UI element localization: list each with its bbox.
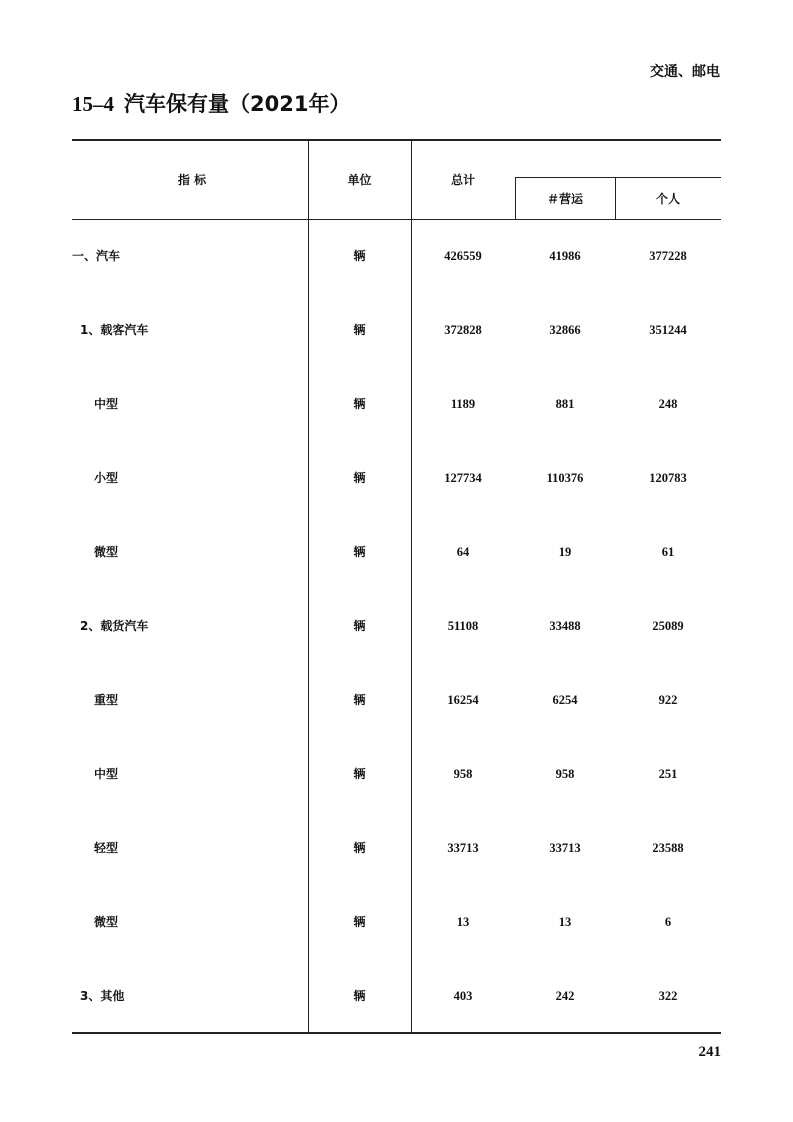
row-operating: 33488 bbox=[549, 619, 581, 633]
row-unit: 辆 bbox=[353, 249, 366, 263]
section-label: 交通、邮电 bbox=[650, 64, 720, 80]
table-title-text: 汽车保有量（2021年） bbox=[124, 92, 351, 116]
row-operating: 33713 bbox=[549, 841, 581, 855]
table-row bbox=[72, 542, 721, 562]
header-indicator: 指 标 bbox=[177, 173, 207, 187]
table-title bbox=[72, 88, 350, 118]
row-unit: 辆 bbox=[353, 471, 366, 485]
row-indicator: 轻型 bbox=[94, 841, 119, 855]
row-unit: 辆 bbox=[353, 619, 366, 633]
table-header-rule bbox=[72, 219, 721, 220]
row-total: 372828 bbox=[444, 323, 482, 337]
row-personal: 377228 bbox=[649, 249, 687, 263]
table-row bbox=[72, 764, 721, 784]
row-indicator: 3、其他 bbox=[80, 989, 125, 1003]
header-operating: ＃营运 bbox=[546, 192, 583, 206]
subheader-rule bbox=[515, 177, 721, 178]
row-indicator: 中型 bbox=[94, 397, 119, 411]
table-row bbox=[72, 616, 721, 636]
row-unit: 辆 bbox=[353, 989, 366, 1003]
row-operating: 110376 bbox=[546, 471, 584, 485]
row-indicator: 重型 bbox=[94, 693, 119, 707]
row-unit: 辆 bbox=[353, 915, 366, 929]
row-personal: 6 bbox=[664, 915, 672, 929]
table-row bbox=[72, 468, 721, 488]
row-personal: 23588 bbox=[652, 841, 684, 855]
row-personal: 322 bbox=[658, 989, 678, 1003]
page-number: 241 bbox=[698, 1044, 721, 1060]
row-total: 958 bbox=[453, 767, 473, 781]
row-operating: 881 bbox=[555, 397, 575, 411]
row-total: 16254 bbox=[447, 693, 479, 707]
table-top-rule bbox=[72, 139, 721, 141]
row-operating: 6254 bbox=[552, 693, 578, 707]
row-total: 51108 bbox=[447, 619, 479, 633]
row-personal: 120783 bbox=[649, 471, 687, 485]
header-unit: 单位 bbox=[347, 173, 372, 187]
table-row bbox=[72, 838, 721, 858]
row-personal: 251 bbox=[658, 767, 678, 781]
row-indicator: 微型 bbox=[94, 545, 119, 559]
row-unit: 辆 bbox=[353, 693, 366, 707]
row-operating: 13 bbox=[558, 915, 572, 929]
row-total: 127734 bbox=[444, 471, 482, 485]
row-operating: 41986 bbox=[549, 249, 581, 263]
header-total: 总计 bbox=[450, 173, 475, 187]
row-personal: 248 bbox=[658, 397, 678, 411]
row-personal: 25089 bbox=[652, 619, 684, 633]
row-indicator: 1、载客汽车 bbox=[80, 323, 149, 337]
row-unit: 辆 bbox=[353, 545, 366, 559]
row-indicator: 小型 bbox=[94, 471, 119, 485]
table-row bbox=[72, 912, 721, 932]
table-row bbox=[72, 246, 721, 266]
table-row bbox=[72, 690, 721, 710]
column-divider bbox=[411, 141, 412, 1032]
row-total: 1189 bbox=[450, 397, 476, 411]
row-operating: 19 bbox=[558, 545, 572, 559]
table-row bbox=[72, 986, 721, 1006]
column-divider bbox=[308, 141, 309, 1032]
row-total: 403 bbox=[453, 989, 473, 1003]
table-bottom-rule bbox=[72, 1032, 721, 1034]
row-indicator: 中型 bbox=[94, 767, 119, 781]
table-number: 15–4 bbox=[72, 92, 114, 116]
row-total: 64 bbox=[456, 545, 470, 559]
row-operating: 958 bbox=[555, 767, 575, 781]
row-operating: 242 bbox=[555, 989, 575, 1003]
row-unit: 辆 bbox=[353, 841, 366, 855]
row-unit: 辆 bbox=[353, 397, 366, 411]
row-total: 13 bbox=[456, 915, 470, 929]
row-indicator: 2、载货汽车 bbox=[80, 619, 149, 633]
row-personal: 922 bbox=[658, 693, 678, 707]
row-operating: 32866 bbox=[549, 323, 581, 337]
row-total: 33713 bbox=[447, 841, 479, 855]
row-personal: 351244 bbox=[649, 323, 687, 337]
table-row bbox=[72, 394, 721, 414]
header-personal: 个人 bbox=[655, 192, 680, 206]
row-total: 426559 bbox=[444, 249, 482, 263]
row-personal: 61 bbox=[661, 545, 675, 559]
row-unit: 辆 bbox=[353, 767, 366, 781]
row-indicator: 微型 bbox=[94, 915, 119, 929]
table-row bbox=[72, 320, 721, 340]
row-indicator: 一、汽车 bbox=[72, 249, 121, 263]
row-unit: 辆 bbox=[353, 323, 366, 337]
